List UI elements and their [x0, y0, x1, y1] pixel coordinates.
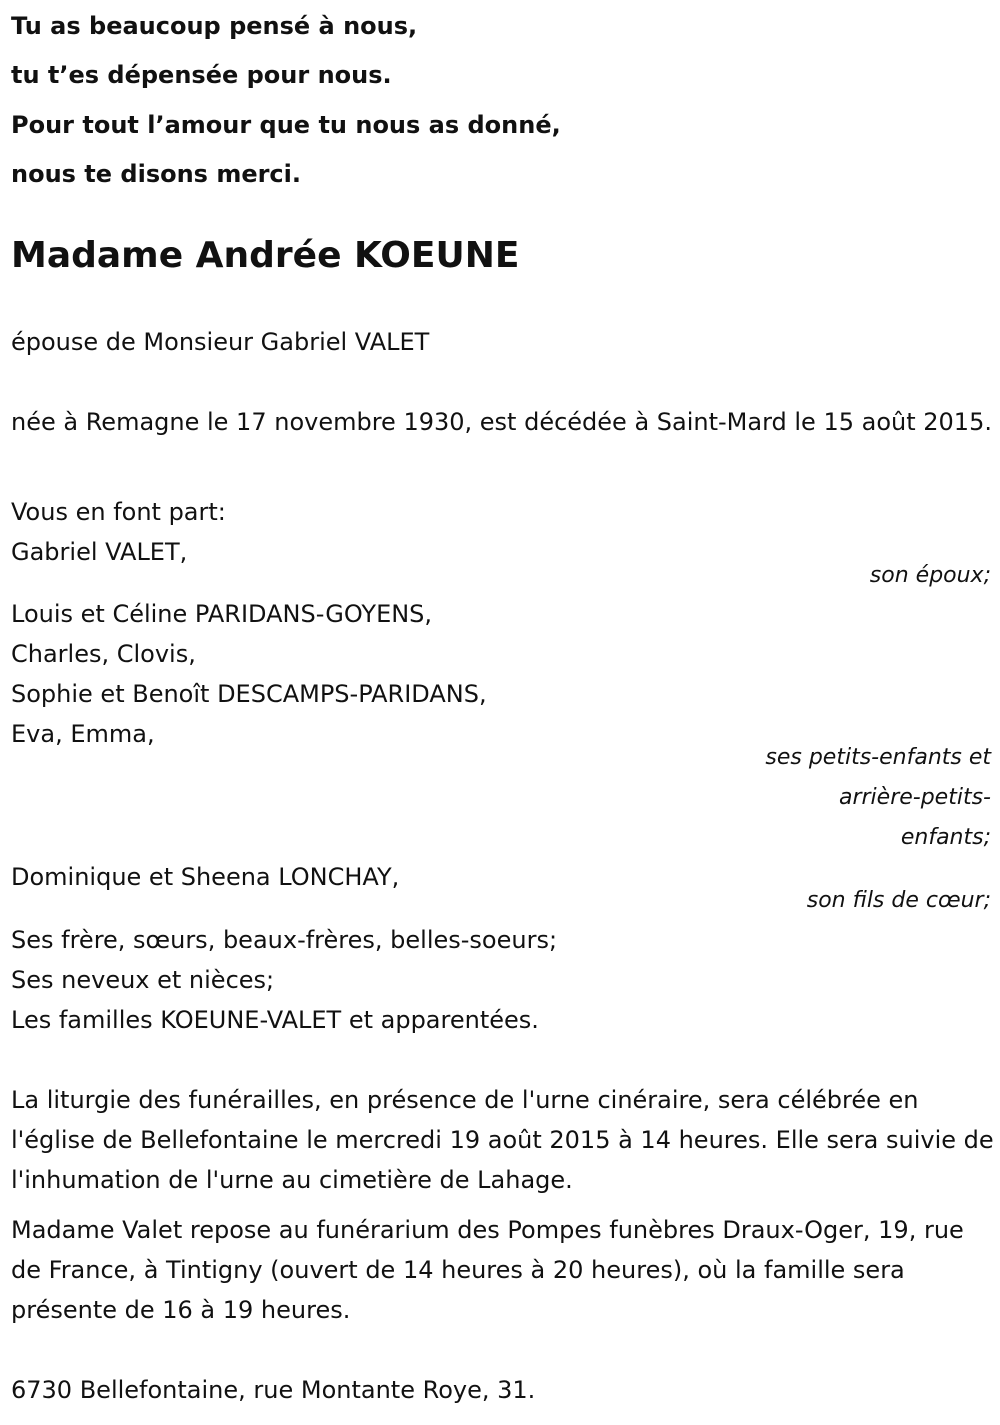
spouse-line: épouse de Monsieur Gabriel VALET	[11, 328, 430, 356]
poem-line: Tu as beaucoup pensé à nous,	[11, 12, 418, 40]
family-line: Sophie et Benoît DESCAMPS-PARIDANS,	[11, 680, 487, 708]
family-line: Eva, Emma,	[11, 720, 155, 748]
family-line: Louis et Céline PARIDANS-GOYENS,	[11, 600, 433, 628]
spouse-role: son époux;	[869, 563, 991, 588]
birth-death-text: née à Remagne le 17 novembre 1930, est décédée à Saint-Mard le 15 août 2015.	[11, 408, 992, 436]
address: 6730 Bellefontaine, rue Montante Roye, 31.	[11, 1376, 536, 1404]
relatives-line: Ses frère, sœurs, beaux-frères, belles-soeurs;	[11, 926, 558, 954]
heart-son-name: Dominique et Sheena LONCHAY,	[11, 863, 400, 891]
poem-line: tu t’es dépensée pour nous.	[11, 61, 392, 89]
relatives-line: Les familles KOEUNE-VALET et apparentées.	[11, 1006, 539, 1034]
poem-line: nous te disons merci.	[11, 160, 302, 188]
family-line: Charles, Clovis,	[11, 640, 196, 668]
relatives-line: Ses neveux et nièces;	[11, 966, 275, 994]
heart-son-role: son fils de cœur;	[806, 888, 991, 913]
grandchildren-role: ses petits-enfants et arrière-petits-enfants;	[765, 745, 991, 850]
funerarium-text: Madame Valet repose au funérarium des Pompes funèbres Draux-Oger, 19, rue de France, à Tintigny (ouvert de 14 heures à 20 heures), où la famille sera présente de 16 à 19 heures.	[11, 1216, 964, 1324]
poem-line: Pour tout l’amour que tu nous as donné,	[11, 111, 561, 139]
liturgy-text: La liturgie des funérailles, en présence de l'urne cinéraire, sera célébrée en l'église de Bellefontaine le mercredi 19 août 2015 à 14 heures. Elle sera suivie de l'inhumation de l'urne au cimetière de Lahage.	[11, 1086, 994, 1194]
deceased-name: Madame Andrée KOEUNE	[11, 235, 520, 276]
announcement-intro: Vous en font part:	[11, 498, 226, 526]
spouse-name: Gabriel VALET,	[11, 538, 188, 566]
